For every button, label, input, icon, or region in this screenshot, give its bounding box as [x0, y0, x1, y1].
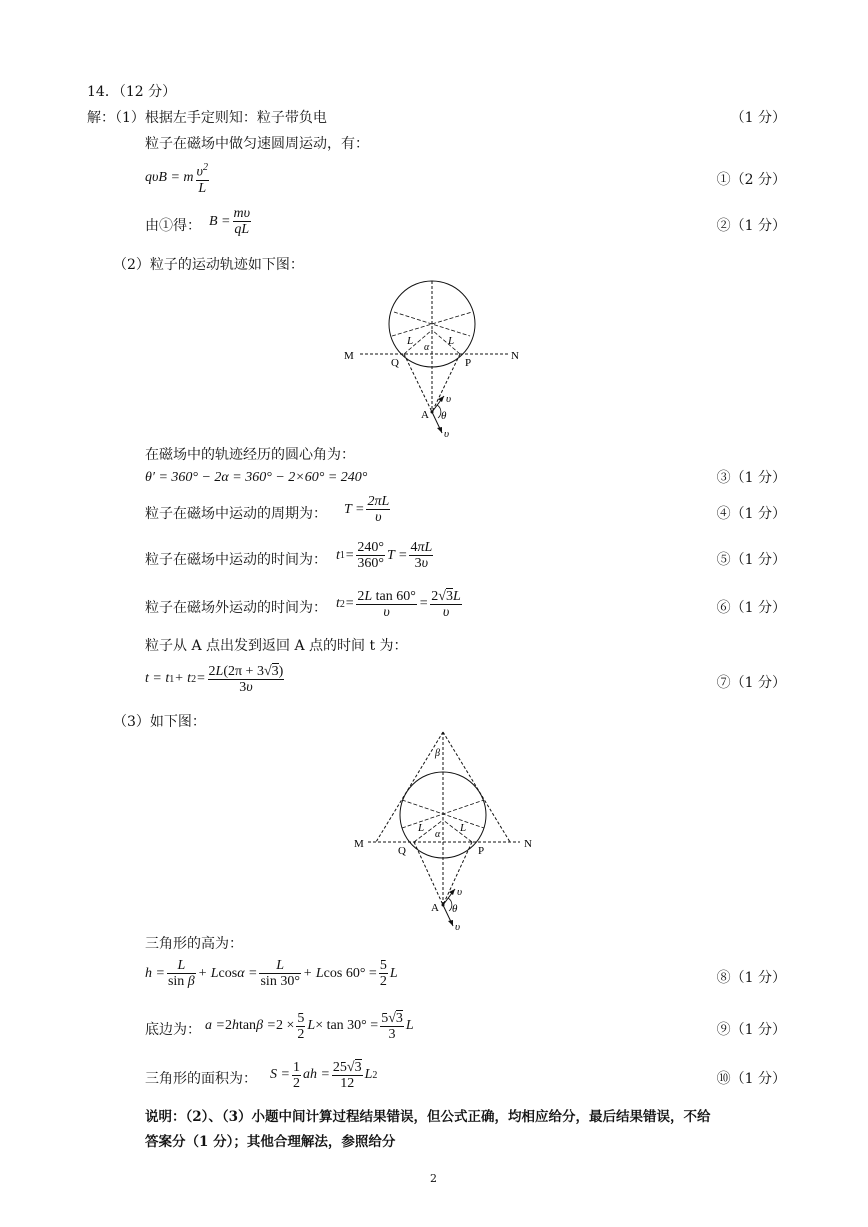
label-p: P: [465, 357, 472, 369]
trajectory-figure-1: [340, 278, 530, 443]
eq10-score: ⑩（1 分）: [716, 1071, 786, 1087]
part1-score: （1 分）: [730, 110, 786, 126]
equation-8: h = $\frac{L}{\text{sin β}}$ + L cos α = $\frac{L}{\sin 30^\circ}$ + L cos 60° = $\frac{5}{2}$ L: [145, 958, 398, 989]
eq7-score: ⑦（1 分）: [716, 675, 786, 691]
part2-text: 粒子的运动轨迹如下图：: [149, 257, 304, 273]
total-time-text: 粒子从 A 点出发到返回 A 点的时间 t 为：: [145, 638, 408, 654]
label-n-2: N: [524, 838, 532, 850]
label-l1: L: [407, 335, 414, 347]
trajectory-figure-2: [350, 728, 545, 933]
problem-header: 14．（12 分）: [87, 84, 177, 100]
label-a: A: [421, 409, 429, 421]
equation-7: t = t 1 + t 2 = $\frac{2L(2\pi + 3√3)}{3\upsilon}$: [145, 664, 284, 695]
label-q: Q: [391, 357, 399, 369]
label-v2-2: υ: [455, 921, 461, 933]
path-q-a-2: [414, 842, 443, 905]
label-beta: β: [435, 748, 440, 759]
t1-text: 粒子在磁场中运动的时间为：: [145, 552, 327, 568]
label-p-2: P: [478, 845, 485, 857]
label-n: N: [511, 350, 519, 362]
equation-6: t 2 = $\frac{\text{2L tan 60°}}{\upsilon}$ = $\frac{2√3L}{\upsilon}$: [336, 588, 461, 620]
note-line-1: 说明：（2）、（3）小题中间计算过程结果错误，但公式正确，均相应给分，最后结果错误，不给: [145, 1109, 711, 1125]
label-q-2: Q: [398, 845, 406, 857]
equation-2: B = $\frac{m\upsilon}{qL}$: [209, 206, 251, 237]
part2-label: （2）: [113, 257, 150, 273]
eq4-score: ④（1 分）: [716, 506, 786, 522]
page-number: 2: [430, 1172, 437, 1185]
label-v1-2: υ: [457, 886, 463, 898]
part1-label: （1）: [115, 110, 145, 126]
solve-label: [87, 110, 327, 126]
equation-5: t 1 = $\frac{240^\circ}{360^\circ}$ T = $\frac{4\pi L}{3\upsilon}$: [336, 540, 433, 571]
eq1-score: ①（2 分）: [716, 172, 786, 188]
label-alpha-2: α: [435, 829, 441, 840]
part3-text: 如下图：: [149, 714, 206, 730]
label-a-2: A: [431, 902, 439, 914]
part3-heading: [113, 714, 206, 730]
path-q-a: [404, 354, 432, 412]
equation-10: S = $\frac{1}{2}$ ah = $\frac{25√3}{12}$ L 2: [270, 1059, 378, 1091]
label-m-2: M: [354, 838, 364, 850]
solve-prefix: 解：: [87, 110, 115, 126]
equation-3: θ′ = 360° − 2α = 360° − 2×60° = 240°: [145, 470, 368, 485]
eq2-score: ②（1 分）: [716, 218, 786, 234]
label-l1-2: L: [418, 822, 425, 834]
label-theta: θ: [441, 410, 447, 422]
eq5-score: ⑤（1 分）: [716, 552, 786, 568]
label-v1: υ: [446, 393, 452, 405]
base-text: 底边为：: [145, 1022, 201, 1038]
part2-heading: [113, 257, 304, 273]
eq2-prefix: 由①得：: [145, 218, 201, 234]
t2-text: 粒子在磁场外运动的时间为：: [145, 600, 327, 616]
label-alpha: α: [424, 342, 430, 353]
label-v2: υ: [444, 428, 450, 440]
area-text: 三角形的面积为：: [145, 1071, 257, 1087]
part3-label: （3）: [113, 714, 150, 730]
part1-text: 根据左手定则知：粒子带负电: [144, 110, 327, 126]
equation-4: T = $\frac{2\pi L}{\upsilon}$: [344, 494, 390, 525]
angle-text: 在磁场中的轨迹经历的圆心角为：: [145, 447, 355, 463]
equation-1: qυB = m $\frac{\upsilon^2}{L}$: [145, 162, 208, 196]
label-l2: L: [448, 335, 455, 347]
height-text: 三角形的高为：: [145, 936, 243, 952]
eq9-score: ⑨（1 分）: [716, 1022, 786, 1038]
eq3-score: ③（1 分）: [716, 470, 786, 486]
label-m: M: [344, 350, 354, 362]
equation-9: a = 2 h tan β = 2 × $\frac{5}{2}$ L × tan 30° = $\frac{5√3}{3}$ L: [205, 1010, 414, 1042]
label-l2-2: L: [460, 822, 467, 834]
label-theta-2: θ: [452, 903, 458, 915]
period-text: 粒子在磁场中运动的周期为：: [145, 506, 327, 522]
part1-line2: 粒子在磁场中做匀速圆周运动，有：: [145, 136, 369, 152]
note-line-2: 答案分（1 分）；其他合理解法，参照给分: [145, 1134, 396, 1150]
eq6-score: ⑥（1 分）: [716, 600, 786, 616]
eq8-score: ⑧（1 分）: [716, 970, 786, 986]
